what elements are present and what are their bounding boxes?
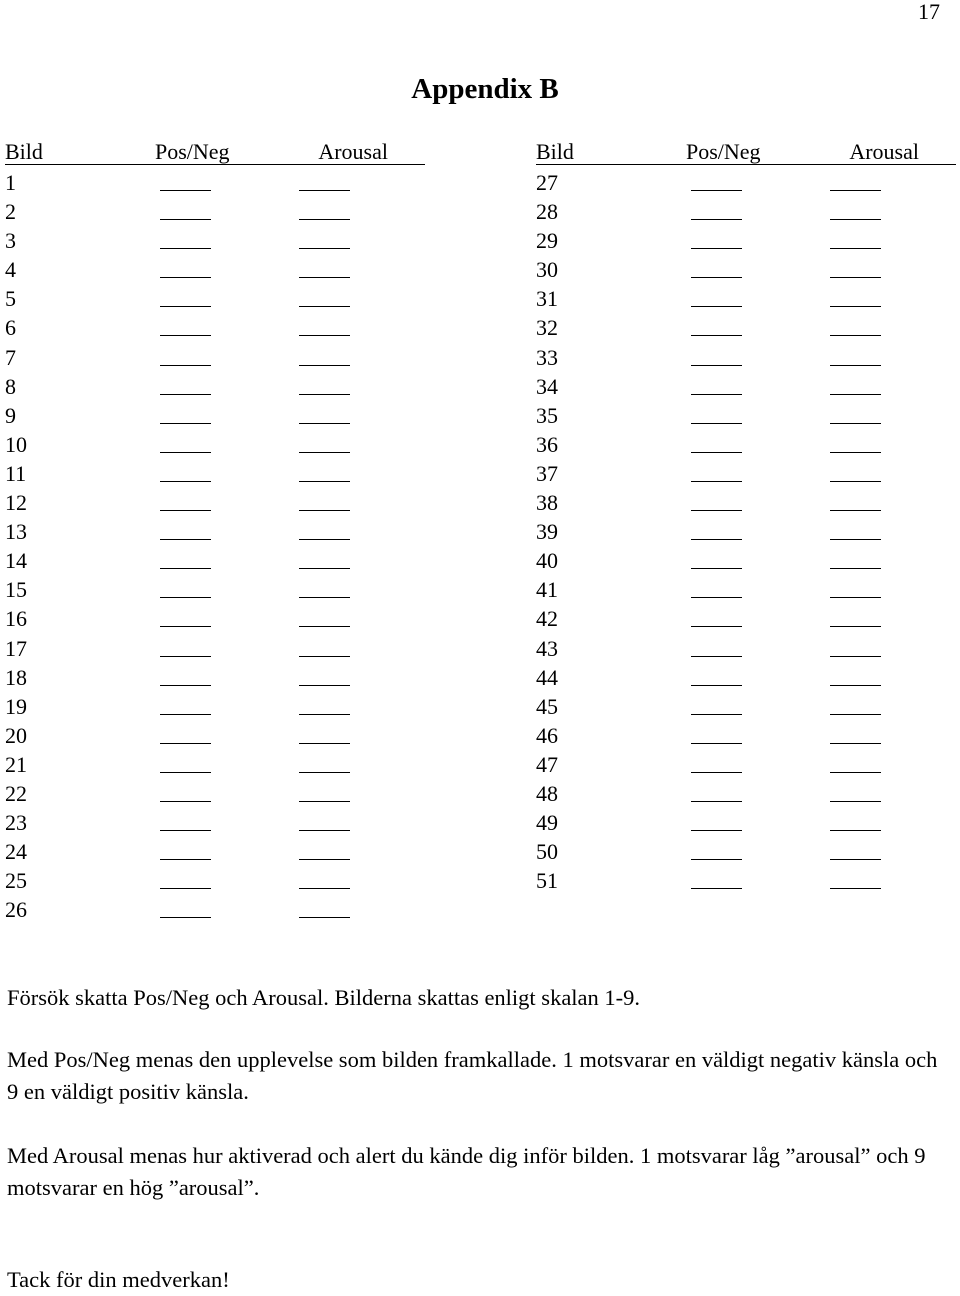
arousal-blank[interactable] [830,335,881,336]
image-number: 38 [536,490,558,516]
arousal-blank[interactable] [830,394,881,395]
posneg-blank[interactable] [691,772,742,773]
image-number: 14 [5,548,27,574]
instruction-posneg: Med Pos/Neg menas den upplevelse som bilden framkallade. 1 motsvarar en väldigt negativ känsla och 9 en väldigt positiv känsla. [7,1047,938,1104]
header-arousal: Arousal [849,139,919,164]
image-number: 51 [536,868,558,894]
rating-row [536,575,956,604]
rating-row [5,866,425,895]
posneg-blank[interactable] [160,859,211,860]
image-number: 11 [5,460,27,486]
posneg-blank[interactable] [691,248,742,249]
arousal-blank[interactable] [830,452,881,453]
image-number: 19 [5,693,27,719]
arousal-blank[interactable] [299,365,350,366]
image-number: 4 [5,257,16,283]
arousal-blank[interactable] [299,917,350,918]
posneg-blank[interactable] [160,772,211,773]
rating-column-left [5,140,425,924]
image-number: 16 [5,606,27,632]
rating-row [536,517,956,546]
image-number: 36 [536,431,558,457]
rating-row [5,692,425,721]
rating-row [5,895,425,924]
image-number: 41 [536,577,558,603]
image-number: 20 [5,722,27,748]
image-number: 24 [5,839,27,865]
image-number: 17 [5,635,27,661]
arousal-blank[interactable] [830,190,881,191]
arousal-blank[interactable] [299,626,350,627]
posneg-blank[interactable] [160,277,211,278]
posneg-blank[interactable] [160,481,211,482]
image-number: 39 [536,519,558,545]
arousal-blank[interactable] [830,539,881,540]
rating-row [536,808,956,837]
rating-row [5,779,425,808]
instruction-scale: Försök skatta Pos/Neg och Arousal. Bilderna skattas enligt skalan 1-9. [7,985,641,1010]
posneg-blank[interactable] [691,714,742,715]
rating-row [5,604,425,633]
rating-row [5,488,425,517]
rating-row [5,721,425,750]
header-posneg: Pos/Neg [686,139,761,164]
posneg-blank[interactable] [691,888,742,889]
arousal-blank[interactable] [830,423,881,424]
arousal-blank[interactable] [299,685,350,686]
arousal-blank[interactable] [299,452,350,453]
image-number: 32 [536,315,558,341]
rating-row [536,837,956,866]
posneg-blank[interactable] [160,888,211,889]
posneg-blank[interactable] [691,830,742,831]
posneg-blank[interactable] [160,423,211,424]
image-number: 5 [5,286,16,312]
posneg-blank[interactable] [691,219,742,220]
arousal-blank[interactable] [299,888,350,889]
image-number: 37 [536,460,558,486]
rating-row [5,313,425,342]
rating-row [5,808,425,837]
posneg-blank[interactable] [691,597,742,598]
arousal-blank[interactable] [299,335,350,336]
arousal-blank[interactable] [830,248,881,249]
arousal-blank[interactable] [299,306,350,307]
arousal-blank[interactable] [299,190,350,191]
arousal-blank[interactable] [830,656,881,657]
column-header [5,140,425,165]
image-number: 26 [5,897,27,923]
posneg-blank[interactable] [691,801,742,802]
rating-row [5,517,425,546]
arousal-blank[interactable] [299,481,350,482]
posneg-blank[interactable] [691,365,742,366]
arousal-blank[interactable] [830,510,881,511]
rating-row [536,284,956,313]
rating-row [5,750,425,779]
posneg-blank[interactable] [691,190,742,191]
rating-row [536,197,956,226]
arousal-blank[interactable] [830,306,881,307]
rating-row [5,430,425,459]
arousal-blank[interactable] [299,568,350,569]
posneg-blank[interactable] [691,743,742,744]
rating-column-right [536,140,956,895]
rating-row [536,750,956,779]
posneg-blank[interactable] [691,656,742,657]
arousal-blank[interactable] [830,277,881,278]
posneg-blank[interactable] [160,510,211,511]
image-number: 12 [5,490,27,516]
image-number: 8 [5,373,16,399]
posneg-blank[interactable] [160,714,211,715]
posneg-blank[interactable] [691,335,742,336]
arousal-blank[interactable] [830,481,881,482]
arousal-blank[interactable] [830,568,881,569]
rating-rows-right [536,168,956,895]
image-number: 27 [536,170,558,195]
rating-row [5,168,425,197]
arousal-blank[interactable] [830,859,881,860]
arousal-blank[interactable] [299,597,350,598]
posneg-blank[interactable] [691,626,742,627]
image-number: 33 [536,344,558,370]
image-number: 23 [5,810,27,836]
image-number: 2 [5,199,16,225]
arousal-blank[interactable] [299,656,350,657]
image-number: 42 [536,606,558,632]
rating-row [536,401,956,430]
arousal-blank[interactable] [299,394,350,395]
header-posneg: Pos/Neg [155,139,230,164]
posneg-blank[interactable] [160,539,211,540]
thanks-note: Tack för din medverkan! [7,1267,230,1292]
image-number: 18 [5,664,27,690]
image-number: 46 [536,722,558,748]
image-number: 25 [5,868,27,894]
arousal-blank[interactable] [299,743,350,744]
rating-row [536,459,956,488]
image-number: 9 [5,402,16,428]
arousal-blank[interactable] [830,714,881,715]
arousal-blank[interactable] [299,859,350,860]
arousal-blank[interactable] [830,365,881,366]
posneg-blank[interactable] [160,656,211,657]
posneg-blank[interactable] [160,917,211,918]
page-number: 17 [918,0,940,24]
rating-row [5,197,425,226]
image-number: 22 [5,780,27,806]
arousal-blank[interactable] [299,277,350,278]
image-number: 13 [5,519,27,545]
posneg-blank[interactable] [160,685,211,686]
rating-row [5,401,425,430]
posneg-blank[interactable] [691,394,742,395]
image-number: 34 [536,373,558,399]
posneg-blank[interactable] [691,306,742,307]
posneg-blank[interactable] [160,597,211,598]
rating-row [5,343,425,372]
rating-row [5,255,425,284]
image-number: 40 [536,548,558,574]
image-number: 28 [536,199,558,225]
image-number: 49 [536,810,558,836]
arousal-blank[interactable] [830,830,881,831]
image-number: 3 [5,228,16,254]
image-number: 7 [5,344,16,370]
rating-row [536,546,956,575]
rating-row [5,837,425,866]
instruction-arousal: Med Arousal menas hur aktiverad och alert du kände dig inför bilden. 1 motsvarar låg ”arousal” och 9 motsvarar en hög ”arousal”. [7,1143,926,1200]
rating-row [536,313,956,342]
posneg-blank[interactable] [160,219,211,220]
arousal-blank[interactable] [299,539,350,540]
rating-row [5,372,425,401]
arousal-blank[interactable] [299,714,350,715]
rating-row [536,721,956,750]
arousal-blank[interactable] [299,801,350,802]
image-number: 44 [536,664,558,690]
posneg-blank[interactable] [691,481,742,482]
posneg-blank[interactable] [160,801,211,802]
rating-row [536,226,956,255]
image-number: 10 [5,431,27,457]
image-number: 29 [536,228,558,254]
rating-row [536,634,956,663]
page-title: Appendix B [411,73,559,105]
arousal-blank[interactable] [830,219,881,220]
posneg-blank[interactable] [691,859,742,860]
rating-row [5,546,425,575]
arousal-blank[interactable] [299,248,350,249]
posneg-blank[interactable] [691,277,742,278]
rating-row [5,634,425,663]
image-number: 35 [536,402,558,428]
image-number: 47 [536,751,558,777]
rating-row [5,284,425,313]
posneg-blank[interactable] [160,626,211,627]
posneg-blank[interactable] [160,335,211,336]
posneg-blank[interactable] [691,539,742,540]
header-arousal: Arousal [318,139,388,164]
posneg-blank[interactable] [691,423,742,424]
arousal-blank[interactable] [299,510,350,511]
posneg-blank[interactable] [160,248,211,249]
rating-row [536,604,956,633]
rating-row [5,459,425,488]
column-header [536,140,956,165]
arousal-blank[interactable] [299,219,350,220]
posneg-blank[interactable] [691,510,742,511]
posneg-blank[interactable] [160,306,211,307]
rating-row [5,226,425,255]
rating-row [536,430,956,459]
rating-row [536,488,956,517]
arousal-blank[interactable] [830,597,881,598]
posneg-blank[interactable] [160,452,211,453]
arousal-blank[interactable] [830,801,881,802]
header-bild: Bild [5,139,43,164]
image-number: 50 [536,839,558,865]
posneg-blank[interactable] [160,568,211,569]
posneg-blank[interactable] [691,568,742,569]
arousal-blank[interactable] [830,888,881,889]
image-number: 30 [536,257,558,283]
arousal-blank[interactable] [299,772,350,773]
image-number: 15 [5,577,27,603]
rating-row [536,168,956,197]
rating-row [5,575,425,604]
rating-row [536,343,956,372]
rating-row [536,372,956,401]
posneg-blank[interactable] [691,452,742,453]
arousal-blank[interactable] [830,772,881,773]
arousal-blank[interactable] [299,423,350,424]
posneg-blank[interactable] [691,685,742,686]
posneg-blank[interactable] [160,830,211,831]
posneg-blank[interactable] [160,365,211,366]
rating-row [536,692,956,721]
header-bild: Bild [536,139,574,164]
rating-row [536,663,956,692]
rating-row [536,255,956,284]
arousal-blank[interactable] [830,743,881,744]
rating-row [536,779,956,808]
image-number: 1 [5,170,16,195]
image-number: 48 [536,780,558,806]
image-number: 31 [536,286,558,312]
rating-row [536,866,956,895]
image-number: 6 [5,315,16,341]
posneg-blank[interactable] [160,394,211,395]
rating-rows-left [5,168,425,924]
arousal-blank[interactable] [830,626,881,627]
image-number: 21 [5,751,27,777]
image-number: 43 [536,635,558,661]
posneg-blank[interactable] [160,190,211,191]
image-number: 45 [536,693,558,719]
posneg-blank[interactable] [160,743,211,744]
arousal-blank[interactable] [299,830,350,831]
arousal-blank[interactable] [830,685,881,686]
rating-row [5,663,425,692]
